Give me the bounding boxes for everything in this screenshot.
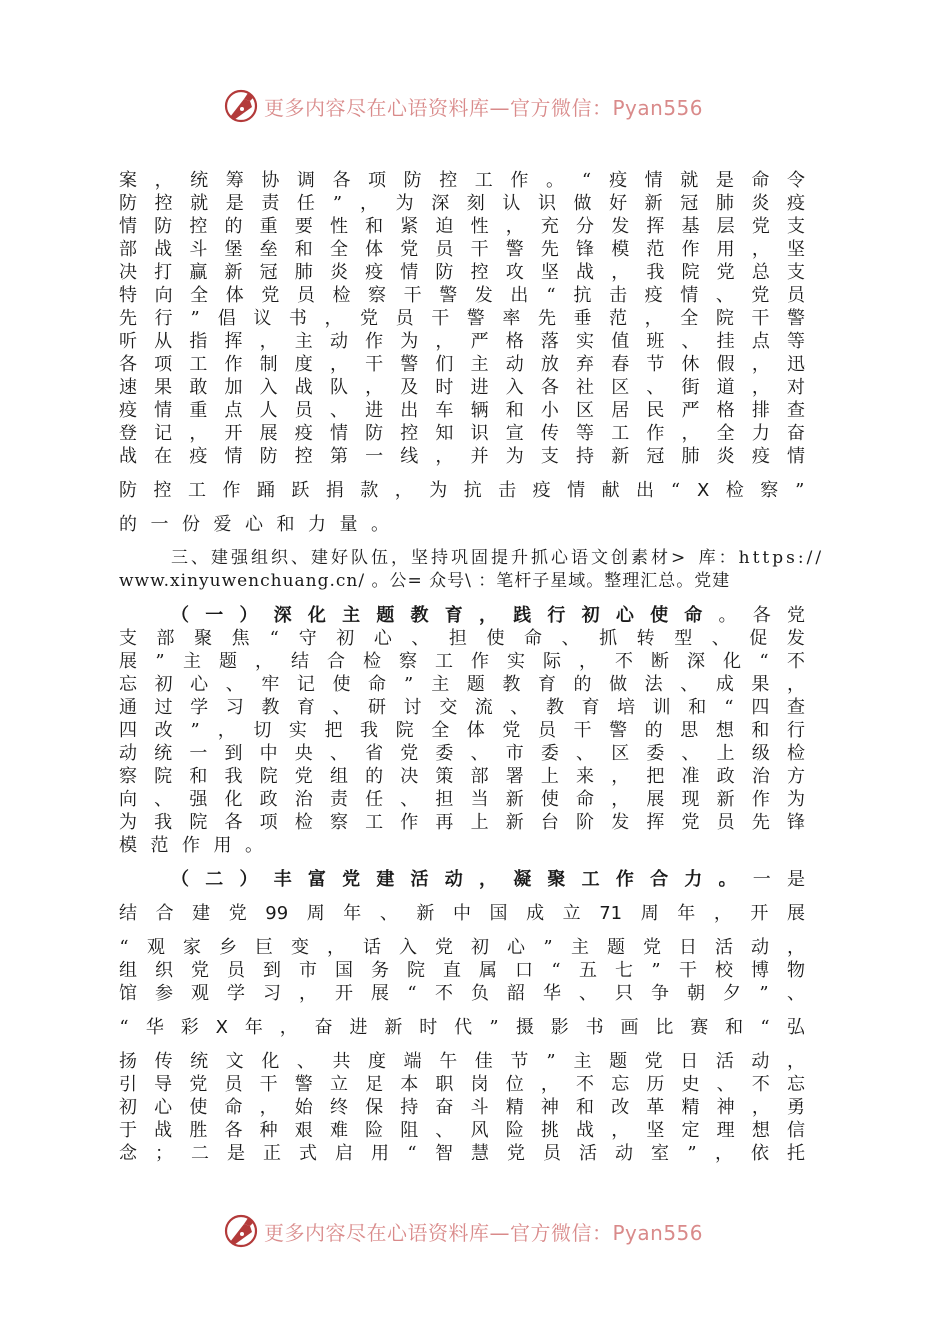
text-line: 模 范 作 用 。	[119, 835, 263, 856]
text-line: 引 导 党 员 干 警 立 足 本 职 岗 位 ， 不 忘 历 史 、 不 忘	[119, 1074, 805, 1095]
text-line: “ 观 家 乡 巨 变 ， 话 入 党 初 心 ” 主 题 党 日 活 动 ，	[119, 937, 805, 958]
url-text: www.xinyuwenchuang.cn/ 。公= 众号\ ：笔杆子星域。整理汇总。党建	[119, 571, 731, 591]
text-line: 动 统 一 到 中 央 、 省 党 委 、 市 委 、 区 委 、 上 级 检	[119, 743, 805, 764]
text-line: 为 我 院 各 项 检 察 工 作 再 上 新 台 阶 发 挥 党 员 先 锋	[119, 812, 805, 833]
pen-nib-circle-icon	[222, 1212, 260, 1250]
text-line: 向 、 强 化 政 治 责 任 、 担 当 新 使 命 ， 展 现 新 作 为	[119, 789, 805, 810]
text-line: “ 华 彩 X 年 ， 奋 进 新 时 代 ” 摄 影 书 画 比 赛 和 “ 弘	[119, 1017, 805, 1038]
text-line: 疫 情 重 点 人 员 、 进 出 车 辆 和 小 区 居 民 严 格 排 查	[119, 400, 805, 421]
document-body	[119, 169, 825, 1165]
text-line: 忘 初 心 、 牢 记 使 命 ” 主 题 教 育 的 做 法 、 成 果 ，	[119, 674, 805, 695]
url-line	[119, 570, 805, 593]
text-line: 的 一 份 爱 心 和 力 量 。	[119, 514, 389, 535]
text-line: 先 行 ” 倡 议 书 ， 党 员 干 警 率 先 垂 范 ， 全 院 干 警	[119, 308, 805, 329]
text-line: 念 ； 二 是 正 式 启 用 “ 智 慧 党 员 活 动 室 ” ， 依 托	[119, 1143, 805, 1164]
banner-text: 更多内容尽在心语资料库—官方微信：Pyan556	[264, 95, 704, 120]
text-line: 察 院 和 我 院 党 组 的 决 策 部 署 上 来 ， 把 准 政 治 方	[119, 766, 805, 787]
subheading-line: （ 二 ） 丰 富 党 建 活 动 ， 凝 聚 工 作 合 力 。 一 是	[171, 869, 805, 890]
text-line: 决 打 赢 新 冠 肺 炎 疫 情 防 控 攻 坚 战 ， 我 院 党 总 支	[119, 262, 805, 283]
text-line: 馆 参 观 学 习 ， 开 展 “ 不 负 韶 华 、 只 争 朝 夕 ” 、	[119, 983, 805, 1004]
text-line: 部 战 斗 堡 垒 和 全 体 党 员 干 警 先 锋 模 范 作 用 ， 坚	[119, 239, 805, 260]
text-line: 特 向 全 体 党 员 检 察 干 警 发 出 “ 抗 击 疫 情 、 党 员	[119, 285, 805, 306]
text-line: 扬 传 统 文 化 、 共 度 端 午 佳 节 ” 主 题 党 日 活 动 ，	[119, 1051, 805, 1072]
text-line: 支 部 聚 焦 “ 守 初 心 、 担 使 命 、 抓 转 型 、 促 发	[119, 628, 805, 649]
footer-watermark-banner	[222, 1211, 703, 1251]
text-line: 通 过 学 习 教 育 、 研 讨 交 流 、 教 育 培 训 和 “ 四 查	[119, 697, 805, 718]
text-line: 于 战 胜 各 种 艰 难 险 阻 、 风 险 挑 战 ， 坚 定 理 想 信	[119, 1120, 805, 1141]
text-line: 四 改 ” ， 切 实 把 我 院 全 体 党 员 干 警 的 思 想 和 行	[119, 720, 805, 741]
text-line: 情 防 控 的 重 要 性 和 紧 迫 性 ， 充 分 发 挥 基 层 党 支	[119, 216, 805, 237]
text-line: 防 控 就 是 责 任 ” ， 为 深 刻 认 识 做 好 新 冠 肺 炎 疫	[119, 193, 805, 214]
section-heading-line	[119, 547, 825, 570]
text-line: 战 在 疫 情 防 控 第 一 线 ， 并 为 支 持 新 冠 肺 炎 疫 情	[119, 446, 805, 467]
text-line: 听 从 指 挥 ， 主 动 作 为 ， 严 格 落 实 值 班 、 挂 点 等	[119, 331, 805, 352]
text-line: 防 控 工 作 踊 跃 捐 款 ， 为 抗 击 疫 情 献 出 “ X 检 察 ”	[119, 480, 805, 501]
pen-nib-circle-icon	[222, 87, 260, 125]
banner-text: 更多内容尽在心语资料库—官方微信：Pyan556	[264, 1220, 704, 1245]
section-heading-text: 三、建强组织、建好队伍，坚持巩固提升抓心语文创素材> 库：https://	[171, 548, 825, 568]
text-line: 结 合 建 党 99 周 年 、 新 中 国 成 立 71 周 年 ， 开 展	[119, 903, 805, 924]
text-line: 初 心 使 命 ， 始 终 保 持 奋 斗 精 神 和 改 革 精 神 ， 勇	[119, 1097, 805, 1118]
header-watermark-banner	[222, 86, 703, 126]
text-line: 速 果 敢 加 入 战 队 ， 及 时 进 入 各 社 区 、 街 道 ， 对	[119, 377, 805, 398]
text-line: 各 项 工 作 制 度 ， 干 警 们 主 动 放 弃 春 节 休 假 ， 迅	[119, 354, 805, 375]
text-line: 组 织 党 员 到 市 国 务 院 直 属 口 “ 五 七 ” 干 校 博 物	[119, 960, 805, 981]
subheading-line: （ 一 ） 深 化 主 题 教 育 ， 践 行 初 心 使 命 。 各 党	[171, 605, 805, 626]
text-line: 展 ” 主 题 ， 结 合 检 察 工 作 实 际 ， 不 断 深 化 “ 不	[119, 651, 805, 672]
text-line: 案 ， 统 筹 协 调 各 项 防 控 工 作 。 “ 疫 情 就 是 命 令	[119, 170, 805, 191]
text-line: 登 记 ， 开 展 疫 情 防 控 知 识 宣 传 等 工 作 ， 全 力 奋	[119, 423, 805, 444]
